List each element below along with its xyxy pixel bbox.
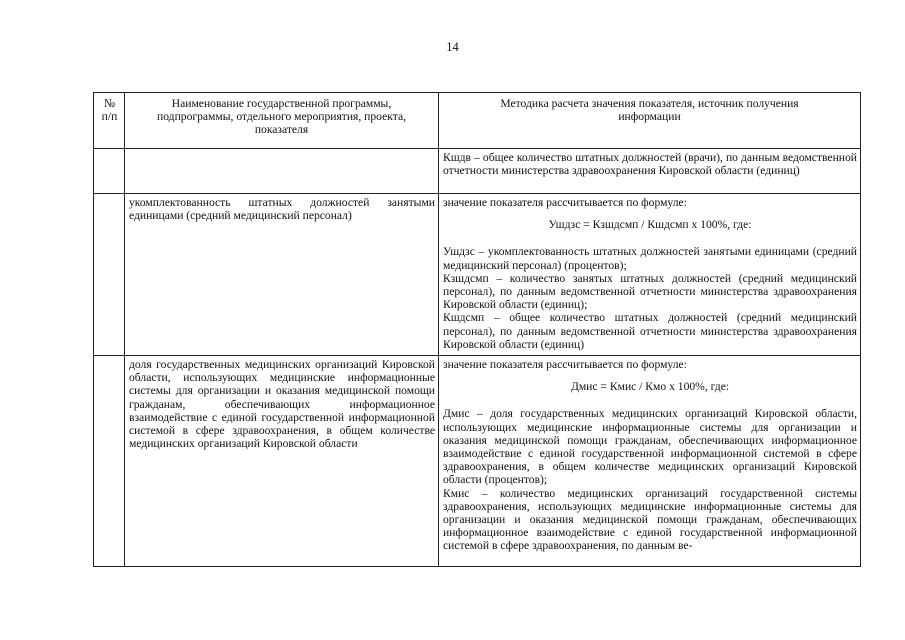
- method-formula: Дмис = Кмис / Кмо х 100%, где:: [570, 380, 730, 394]
- cell-method: [439, 194, 861, 356]
- cell-name: [125, 149, 439, 194]
- indicator-table: [93, 92, 861, 567]
- cell-method: [439, 356, 861, 567]
- cell-num: [94, 194, 125, 356]
- cell-name: доля государственных медицинских организаций Кировской области, использующих медицинские информационные системы для организации и оказания медицинской помощи гражданам, обеспечивающих информационное взаимодействие с единой государственной информационной системой в сфере здравоохранения, в общем количестве медицинских организаций Кировской области: [125, 356, 439, 567]
- table-row: [94, 149, 861, 194]
- method-definition: Дмис – доля государственных медицинских организаций Кировской области, использующих медицинские информационные системы для организации и оказания медицинской помощи гражданам, обеспечивающих информационное взаимодействие с единой государственной информационной системой в сфере здравоохранения, в общем количестве медицинских организаций Кировской области (процентов);: [443, 407, 857, 487]
- method-definition: Кшдсмп – общее количество штатных должностей (средний медицинский персонал), по данным ведомственной отчетности министерства здравоохранения Кировской области (единиц): [443, 311, 857, 351]
- header-name: Наименование государственной программы, подпрограммы, отдельного мероприятия, проекта, показателя: [125, 93, 439, 149]
- header-num: № п/п: [94, 93, 125, 149]
- method-intro: значение показателя рассчитывается по формуле:: [443, 196, 687, 209]
- cell-num: [94, 149, 125, 194]
- method-formula: Ушдзс = Кзшдсмп / Кшдсмп х 100%, где:: [548, 218, 752, 232]
- method-definition: Кмис – количество медицинских организаций государственной системы здравоохранения, использующих медицинские информационные системы для организации и оказания медицинской помощи гражданам, обеспечивающих информационное взаимодействие с единой государственной информационной системой в сфере здравоохранения, по данным ве-: [443, 486, 857, 553]
- table-header-row: [94, 93, 861, 149]
- method-definition: Ушдзс – укомплектованность штатных должностей занятыми единицами (средний медицинский персонал) (процентов);: [443, 245, 857, 272]
- cell-num: [94, 356, 125, 567]
- method-line: Кшдв – общее количество штатных должностей (врачи), по данным ведомственной отчетности министерства здравоохранения Кировской области (единиц): [443, 151, 857, 178]
- table-row: [94, 194, 861, 356]
- table-row: [94, 356, 861, 567]
- method-intro: значение показателя рассчитывается по формуле:: [443, 358, 687, 371]
- cell-method: [439, 149, 861, 194]
- header-method: Методика расчета значения показателя, источник получения информации: [439, 93, 861, 149]
- method-definition: Кзшдсмп – количество занятых штатных должностей (средний медицинский персонал), по данным ведомственной отчетности министерства здравоохранения Кировской области (единиц);: [443, 271, 857, 312]
- page-number: 14: [446, 40, 459, 54]
- cell-name: укомплектованность штатных должностей занятыми единицами (средний медицинский персонал): [125, 194, 439, 356]
